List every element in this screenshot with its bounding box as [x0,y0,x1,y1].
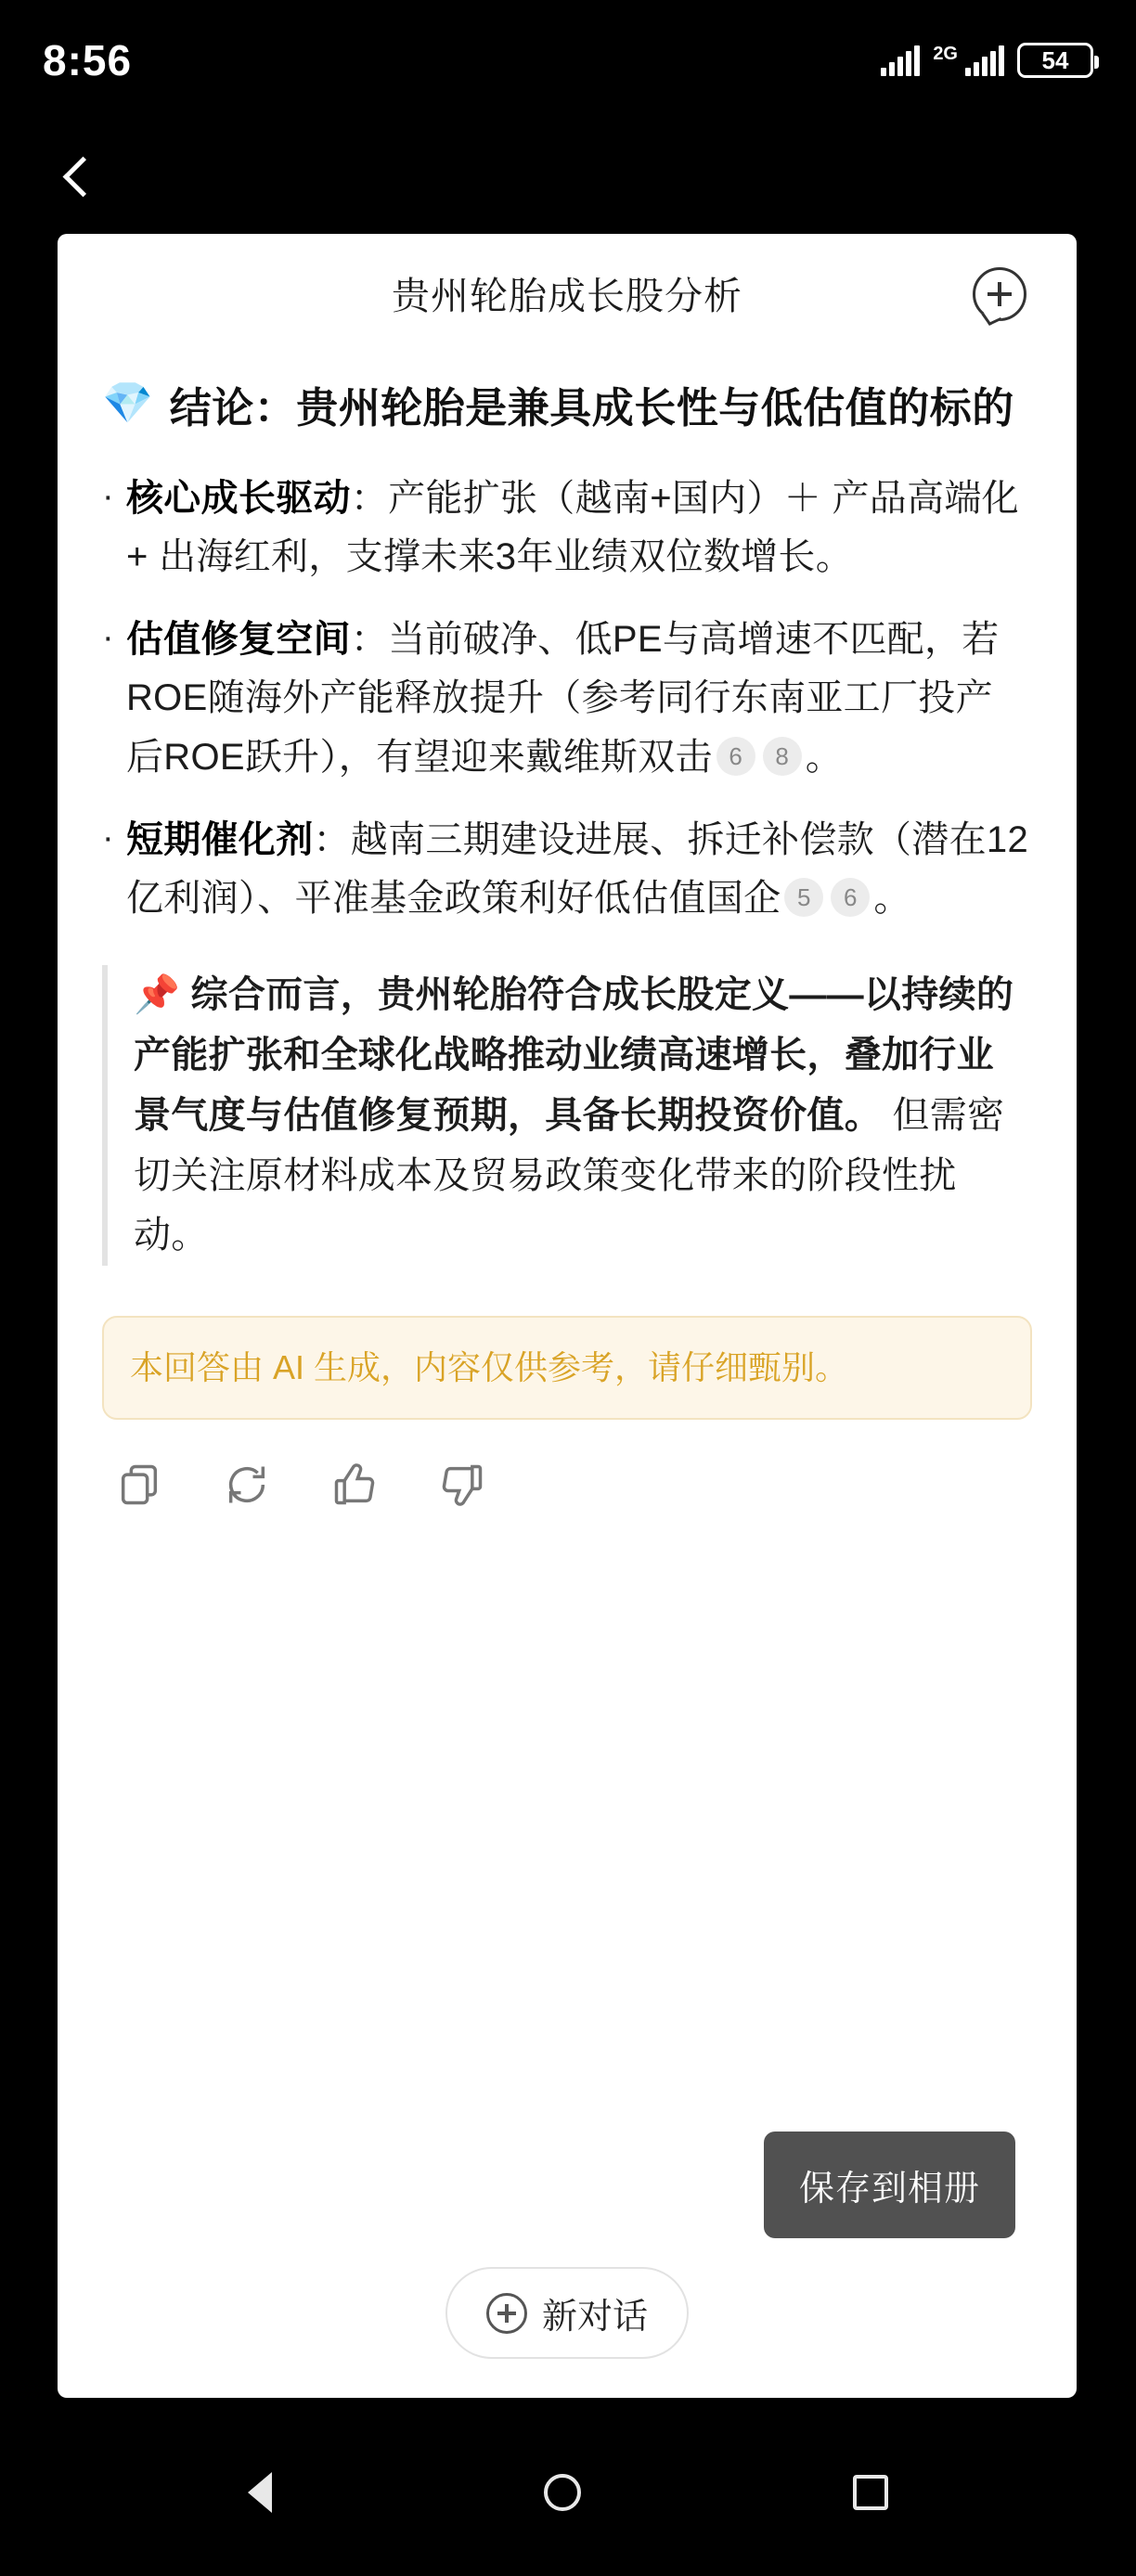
back-chevron-icon[interactable] [58,157,97,196]
plus-circle-icon [486,2293,527,2334]
battery-icon [1017,43,1093,78]
status-bar [0,0,1136,121]
list-item [102,470,1032,586]
network-type-label: 2G [933,43,958,64]
new-chat-button[interactable] [445,2267,689,2359]
bullet-dot: · [102,476,114,516]
add-to-chat-icon[interactable] [973,267,1026,321]
bullet-text: ：当前破净、低PE与高增速不匹配，若ROE随海外产能释放提升（参考同行东南亚工厂投产后ROE跃升），有望迎来戴维斯双击 [126,619,1000,778]
signal-bars-secondary-icon [965,45,1004,76]
ai-disclaimer [102,1316,1032,1420]
conclusion-heading [102,379,1032,438]
bullet-dot: · [102,818,114,857]
page-title: 贵州轮胎成长股分析 [392,274,742,317]
gem-icon: 💎 [102,380,153,426]
signal-bars-icon [881,45,920,76]
reference-badge[interactable]: 5 [784,878,823,917]
bullet-text: ：越南三期建设进展、拆迁补偿款（潜在12亿利润）、平准基金政策利好低估值国企 [126,818,1028,920]
reference-badge[interactable]: 6 [831,878,870,917]
bullet-content [126,611,1028,787]
list-item [102,811,1032,928]
bullet-tail: 。 [805,736,844,778]
reference-badge[interactable]: 8 [763,737,802,776]
list-item [102,611,1032,787]
reference-badge[interactable]: 6 [716,737,755,776]
bullet-text: ：产能扩张（越南+国内）＋ 产品高端化 + 出海红利，支撑未来3年业绩双位数增长。 [126,477,1019,578]
status-indicators [881,43,1093,78]
summary-block [102,965,1032,1266]
save-to-album-toast[interactable]: 保存到相册 [764,2132,1015,2238]
status-time: 8:56 [43,36,133,84]
bullet-label: 核心成长驱动 [126,477,351,519]
thumbs-down-icon[interactable] [438,1461,486,1509]
ai-disclaimer-text: 本回答由 AI 生成，内容仅供参考，请仔细甄别。 [130,1348,849,1387]
battery-level-label: 54 [1041,45,1069,74]
bullet-label: 短期催化剂 [126,818,314,860]
bullet-content [126,470,1028,586]
summary-normal-text: 但需密切关注原材料成本及贸易政策变化带来的阶段性扰动。 [134,1094,1005,1256]
pushpin-icon: 📌 [134,974,181,1016]
bullet-tail: 。 [873,878,911,920]
square-recent-icon[interactable] [853,2475,888,2510]
bullet-list [102,470,1032,928]
bullet-label: 估值修复空间 [126,619,351,661]
action-bar [102,1461,1032,1509]
triangle-back-icon[interactable] [248,2472,272,2513]
summary-paragraph [134,965,1028,1266]
summary-bold-text: 综合而言，贵州轮胎符合成长股定义——以持续的产能扩张和全球化战略推动业绩高速增长，叠加行业景气度与估值修复预期，具备长期投资价值。 [134,974,1014,1136]
answer-card [58,234,1077,2398]
system-nav-bar [0,2409,1136,2576]
new-chat-label: 新对话 [541,2298,649,2337]
top-back-bar [0,121,1136,232]
circle-home-icon[interactable] [544,2474,581,2511]
bullet-content [126,811,1028,928]
bullet-dot: · [102,618,114,658]
refresh-icon[interactable] [223,1461,271,1509]
copy-icon[interactable] [115,1461,163,1509]
card-header [102,234,1032,351]
thumbs-up-icon[interactable] [330,1461,379,1509]
conclusion-text: 结论：贵州轮胎是兼具成长性与低估值的标的 [169,384,1014,431]
